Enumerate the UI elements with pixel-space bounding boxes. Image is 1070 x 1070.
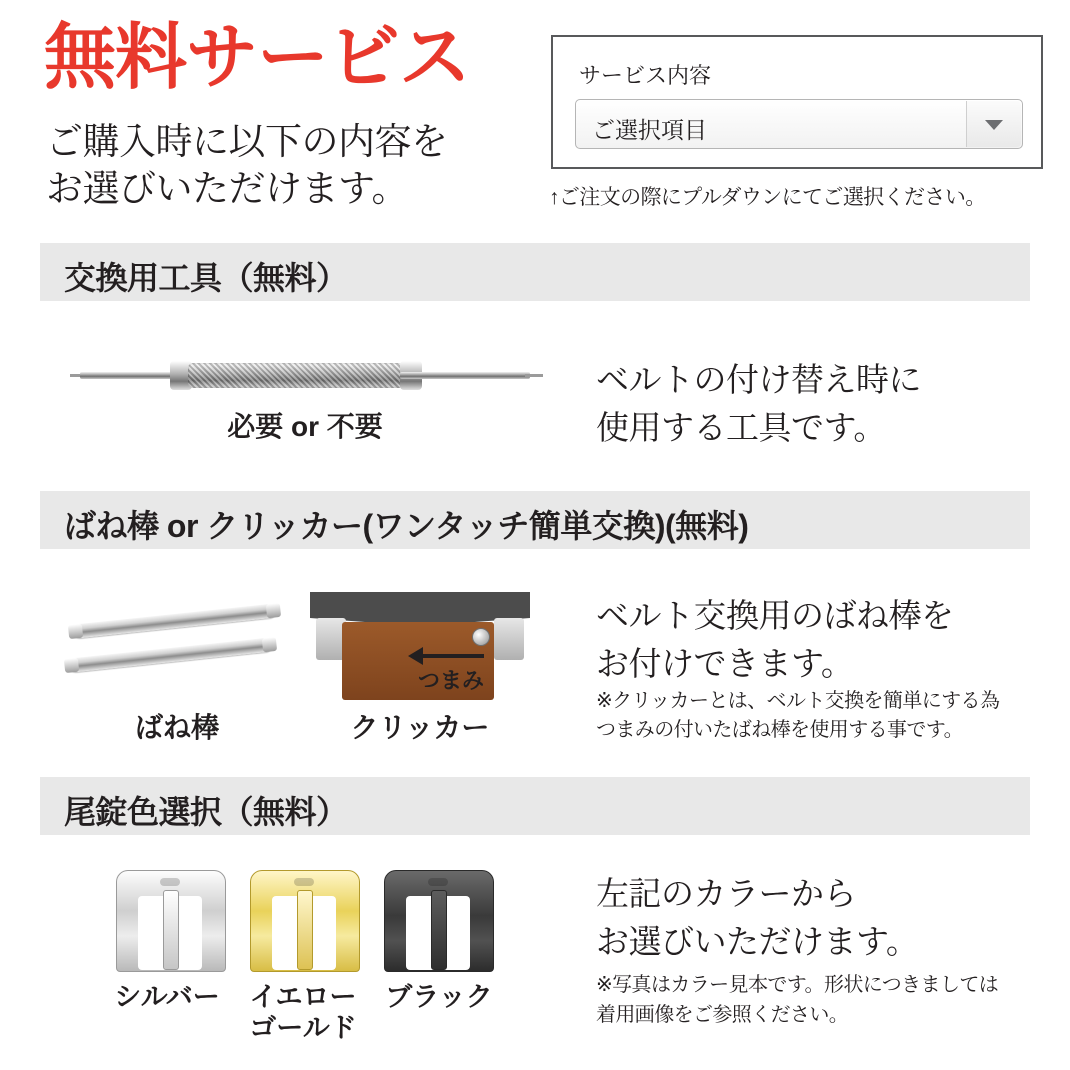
buckle-gold-hole xyxy=(294,878,314,886)
clicker-image xyxy=(310,592,530,700)
page-title: 無料サービス xyxy=(44,18,471,98)
page-subtitle-line2: お選びいただけます。 xyxy=(46,168,409,210)
buckle-description xyxy=(596,870,918,966)
section-bar-tool xyxy=(40,243,1030,301)
tool-description-line1: ベルトの付け替え時に xyxy=(596,361,921,398)
section-bar-buckle xyxy=(40,777,1030,835)
arrow-left-icon xyxy=(422,654,484,658)
buckle-black xyxy=(384,870,492,970)
buckle-description-line1: 左記のカラーから xyxy=(596,875,856,912)
buckle-silver-hole xyxy=(160,878,180,886)
section-title-tool: 交換用工具（無料） xyxy=(64,260,348,296)
springbar-caption: ばね棒 xyxy=(134,712,219,743)
spring-bar-1-cap-left xyxy=(68,624,83,639)
spring-bar-2-cap-left xyxy=(64,658,79,673)
tool-description-line2: 使用する工具です。 xyxy=(596,408,886,446)
buckle-note-line1: ※写真はカラー見本です。形状につきましては xyxy=(596,974,999,996)
service-select-dropdown[interactable] xyxy=(575,99,1023,149)
tool-description xyxy=(596,356,921,452)
spring-bar-2 xyxy=(68,637,273,672)
service-select-value: ご選択項目 xyxy=(592,117,707,143)
springbar-description xyxy=(596,592,954,688)
springbar-note-line2: つまみの付いたばね棒を使用する事です。 xyxy=(596,719,963,741)
buckle-caption-silver: シルバー xyxy=(114,982,220,1012)
buckle-caption-gold-line2: ゴールド xyxy=(249,1013,357,1044)
tool-image-caption: 必要 or 不要 xyxy=(227,411,383,442)
service-select-note: ↑ご注文の際にプルダウンにてご選択ください。 xyxy=(549,186,986,209)
buckle-caption-gold-line1: イエロー xyxy=(249,982,357,1012)
buckle-gold-tongue xyxy=(297,890,313,970)
buckle-description-line2: お選びいただけます。 xyxy=(596,922,919,960)
buckle-yellow-gold xyxy=(250,870,358,970)
service-select-label: サービス内容 xyxy=(579,63,712,88)
service-select-panel xyxy=(551,35,1043,169)
buckle-caption-gold xyxy=(238,982,368,1044)
tool-tip-right xyxy=(525,374,543,377)
spring-bar-1 xyxy=(72,603,277,638)
springbar-description-line2: お付けできます。 xyxy=(596,644,854,682)
spring-bar-tool-image xyxy=(70,352,540,398)
section-title-springbar: ばね棒 or クリッカー(ワンタッチ簡単交換)(無料) xyxy=(64,508,749,544)
buckle-note-line2: 着用画像をご参照ください。 xyxy=(596,1004,849,1026)
springbar-description-line1: ベルト交換用のばね棒を xyxy=(596,597,954,634)
section-title-buckle: 尾錠色選択（無料） xyxy=(64,794,348,830)
buckle-note xyxy=(596,970,998,1030)
chevron-down-glyph xyxy=(985,120,1003,130)
springbar-note-line1: ※クリッカーとは、ベルト交換を簡単にする為 xyxy=(596,690,1000,712)
chevron-down-icon[interactable] xyxy=(966,101,1021,147)
buckle-color-samples xyxy=(110,870,510,975)
clicker-lug-right xyxy=(494,618,524,660)
springbar-note xyxy=(596,687,999,745)
header xyxy=(0,0,1070,232)
clicker-caption: クリッカー xyxy=(350,712,490,743)
tool-knurled-grip xyxy=(188,363,404,388)
buckle-black-tongue xyxy=(431,890,447,970)
page-subtitle xyxy=(46,118,448,213)
buckle-silver-tongue xyxy=(163,890,179,970)
buckle-black-hole xyxy=(428,878,448,886)
clicker-annotation-label: つまみ xyxy=(418,668,485,693)
buckle-caption-black: ブラック xyxy=(385,982,493,1012)
page-subtitle-line1: ご購入時に以下の内容を xyxy=(46,121,448,162)
buckle-silver xyxy=(116,870,224,970)
spring-bar-1-cap-right xyxy=(266,603,281,618)
spring-bar-image xyxy=(62,596,292,696)
spring-bar-2-cap-right xyxy=(262,637,277,652)
clicker-knob xyxy=(472,628,490,646)
tool-shaft-right xyxy=(400,372,530,379)
section-bar-springbar xyxy=(40,491,1030,549)
